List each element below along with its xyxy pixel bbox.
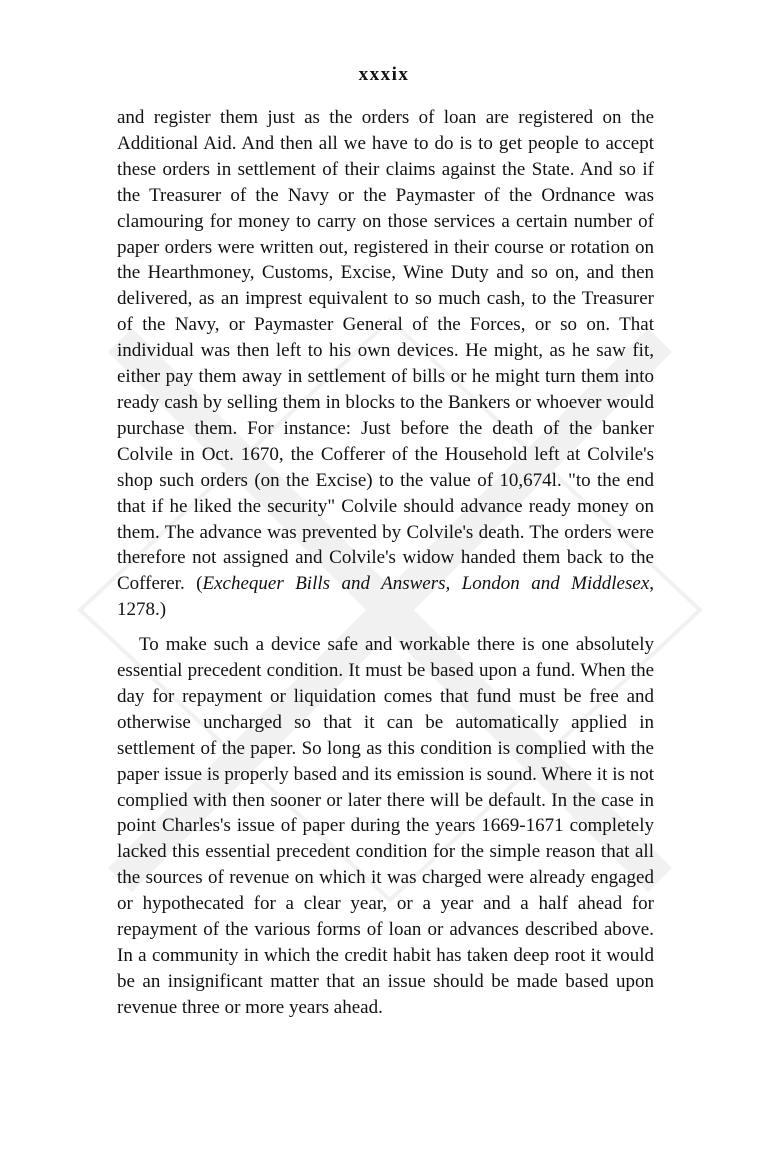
paragraph-1 [117,105,654,623]
paragraph-1-citation-end: 1278.) [117,599,167,621]
paragraph-1-text: and register them just as the orders of loan are registered on the Additional Aid. And then all we have to do is to get people to accept these orders in settlement of their claims against the State. And so if the Treasurer of the Navy or the Paymaster of the Ordnance was clamouring for money to carry on those services a certain number of paper orders were written out, registered in their course or rotation on the Hearthmoney, Customs, Excise, Wine Duty and so on, and then delivered, as an imprest equivalent to so much cash, to the Treasurer of the Navy, or Paymaster General of the Forces, or so on. That individual was then left to his own devices. He might, as he saw fit, either pay them away in settlement of bills or he might turn them into ready cash by selling them in blocks to the Bankers or whoever would purchase them. For instance: Just before the death of the banker Colvile in Oct. 1670, the Cofferer of the Household left at Colvile's shop such orders (on the Excise) to the value of 10,674l. "to the end that if he liked the security" Colvile should advance ready money on them. The advance was prevented by Colvile's death. The orders were therefore not assigned and Colvile's widow handed them back to the Cofferer. ( [117,107,654,595]
paragraph-2 [117,632,654,1021]
body-text [117,105,654,1021]
paragraph-1-citation: Exchequer Bills and Answers, London and Middlesex, [202,573,654,595]
paragraph-2-text: To make such a device safe and workable there is one absolutely essential precedent condition. It must be based upon a fund. When the day for repayment or liquidation comes that fund must be free and otherwise uncharged so that it can be automatically applied in settlement of the paper. So long as this condition is complied with the paper issue is properly based and its emission is sound. Where it is not complied with then sooner or later there will be default. In the case in point Charles's issue of paper during the years 1669-1671 completely lacked this essential precedent condition for the simple reason that all the sources of revenue on which it was charged were already engaged or hypothecated for a clear year, or a year and a half ahead for repayment of the various forms of loan or advances described above. In a community in which the credit habit has taken deep root it would be an insignificant matter that an issue should be made based upon revenue three or more years ahead. [117,634,654,1018]
page-number: xxxix [358,64,410,85]
